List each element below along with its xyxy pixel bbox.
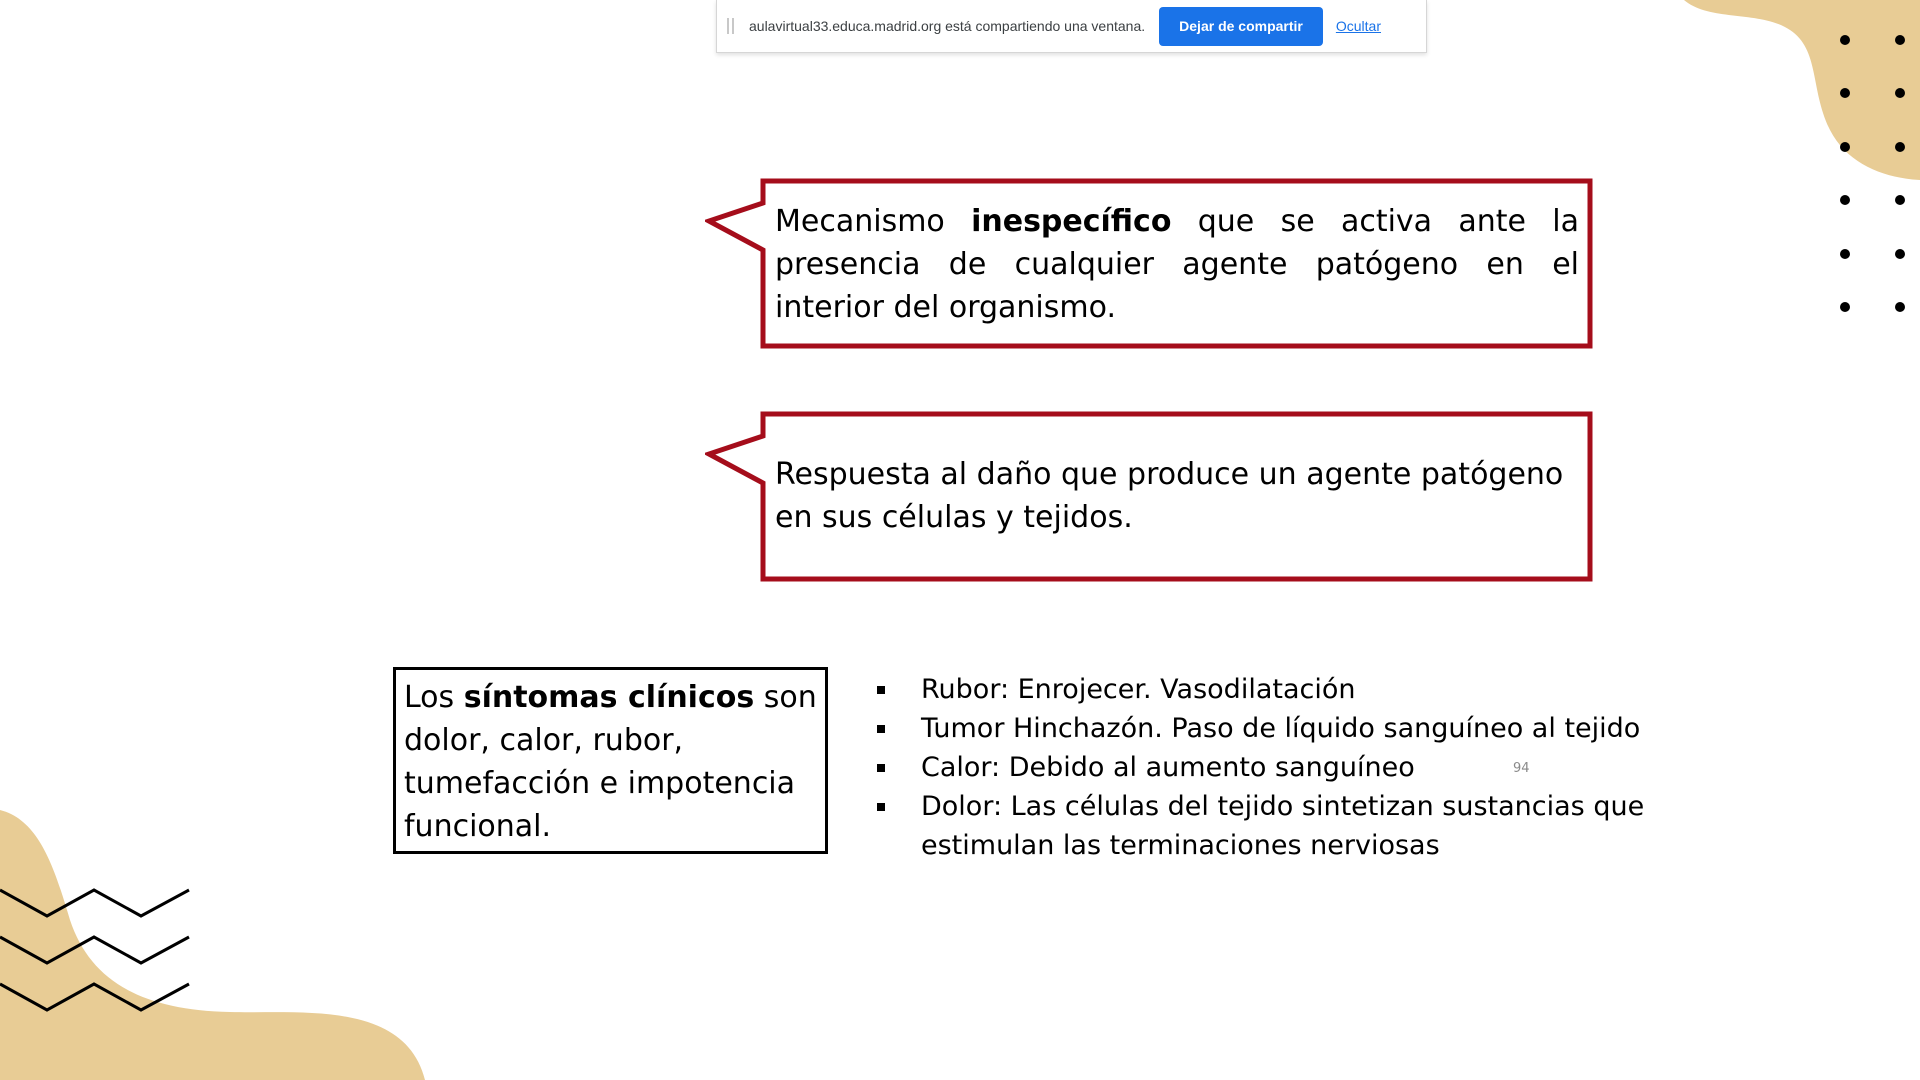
list-item: Calor: Debido al aumento sanguíneo [875,748,1755,787]
dot-grid-decoration [1835,28,1920,318]
callout-nonspecific-mechanism [705,178,1595,350]
clinical-symptoms-box: Los síntomas clínicos son dolor, calor, rubor, tumefacción e impotencia funcional. [393,667,828,854]
square-bullet-icon [877,764,885,772]
symptom-bullet-list [875,670,1755,865]
list-item: Tumor Hinchazón. Paso de líquido sanguíneo al tejido [875,709,1755,748]
share-message: aulavirtual33.educa.madrid.org está compartiendo una ventana. [749,18,1146,34]
bold-term: síntomas clínicos [463,680,755,715]
hide-link[interactable]: Ocultar [1335,18,1381,34]
zigzag-decoration [0,880,195,1020]
callout-damage-response [705,411,1595,583]
callout-text: Respuesta al daño que produce un agente patógeno en sus células y tejidos. [775,457,1564,535]
drag-handle-icon[interactable] [727,18,739,34]
page-number: 94 [1513,761,1530,776]
stop-sharing-button[interactable]: Dejar de compartir [1159,7,1323,46]
square-bullet-icon [877,725,885,733]
square-bullet-icon [877,803,885,811]
callout-text: Mecanismo inespecífico que se activa ante la presencia de cualquier agente patógeno en el interior del organismo. [775,204,1579,325]
bold-term: inespecífico [971,204,1172,239]
square-bullet-icon [877,686,885,694]
screen-share-bar [716,0,1427,53]
list-item: Rubor: Enrojecer. Vasodilatación [875,670,1755,709]
list-item: Dolor: Las células del tejido sintetizan sustancias que estimulan las terminaciones nerviosas [875,787,1755,865]
